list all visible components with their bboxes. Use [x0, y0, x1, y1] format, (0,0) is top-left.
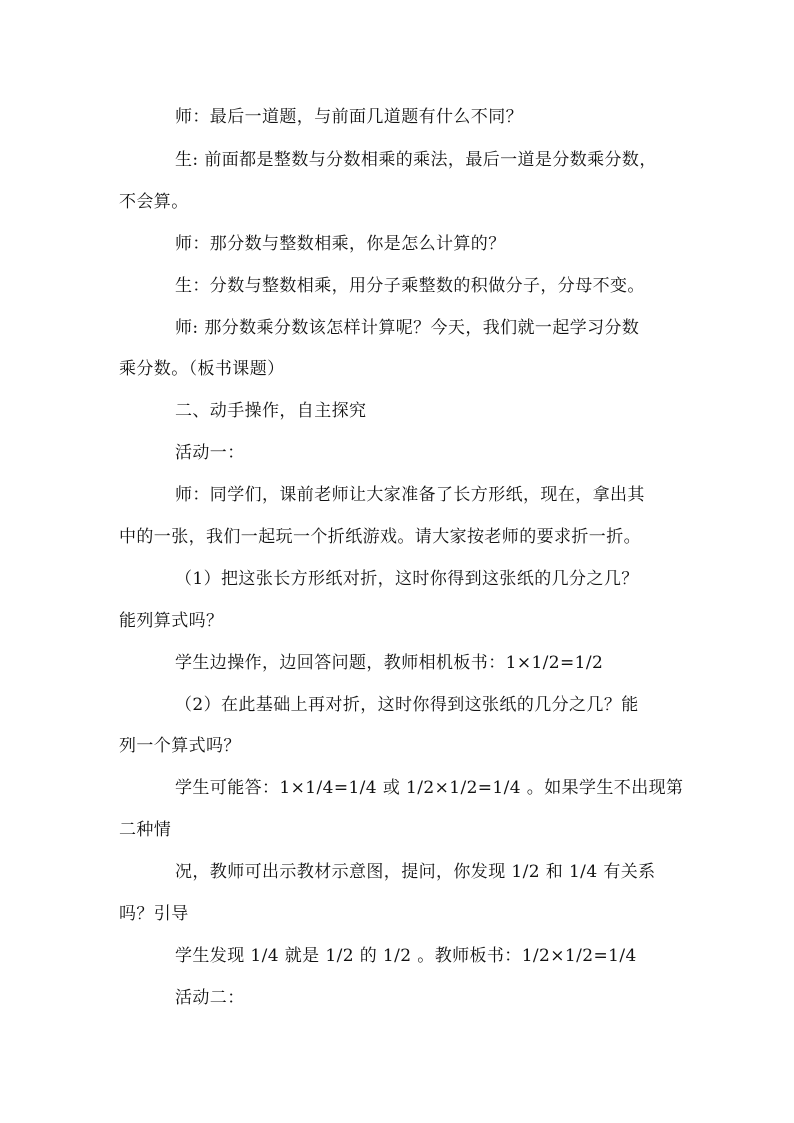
text-line-student-possible-cont: 二种情: [119, 820, 172, 840]
text-line-step-one: （1）把这张长方形纸对折，这时你得到这张纸的几分之几？: [175, 569, 639, 589]
text-line-student-answer: 生: 前面都是整数与分数相乘的乘法，最后一道是分数乘分数，: [175, 150, 657, 170]
text-line-teacher-instruction: 师：同学们，课前老师让大家准备了长方形纸，现在，拿出其: [175, 485, 645, 505]
text-line-step-two-cont: 列一个算式吗？: [119, 736, 241, 756]
text-line-board-two: 学生发现 1/4 就是 1/2 的 1/2 。教师板书：1/2×1/2=1/4: [175, 946, 637, 966]
activity-one-heading: 活动一：: [175, 443, 245, 463]
text-line-teacher-intro: 师: 那分数乘分数该怎样计算呢？今天，我们就一起学习分数: [175, 318, 640, 338]
text-line-student-possible: 学生可能答：1×1/4=1/4 或 1/2×1/2=1/4 。如果学生不出现第: [175, 778, 684, 798]
text-line-step-two: （2）在此基础上再对折，这时你得到这张纸的几分之几？能: [175, 695, 639, 715]
text-line-step-one-cont: 能列算式吗？: [119, 611, 224, 631]
text-line-teacher-intro-cont: 乘分数。（板书课题）: [119, 359, 285, 379]
text-line-teacher-diagram: 况，教师可出示教材示意图，提问，你发现 1/2 和 1/4 有关系: [175, 862, 656, 882]
text-line-teacher-diagram-cont: 吗？引导: [119, 904, 189, 924]
activity-two-heading: 活动二：: [175, 988, 245, 1008]
text-line-teacher-instruction-cont: 中的一张，我们一起玩一个折纸游戏。请大家按老师的要求折一折。: [119, 527, 641, 547]
section-heading: 二、动手操作，自主探究: [175, 401, 367, 421]
text-line-board-one: 学生边操作，边回答问题，教师相机板书：1×1/2=1/2: [175, 653, 604, 673]
text-line-teacher-ask-method: 师：那分数与整数相乘，你是怎么计算的？: [175, 234, 506, 254]
text-line-student-answer-cont: 不会算。: [119, 192, 189, 212]
text-line-teacher-question: 师：最后一道题，与前面几道题有什么不同？: [175, 107, 523, 127]
text-line-student-method: 生：分数与整数相乘，用分子乘整数的积做分子，分母不变。: [175, 276, 645, 296]
